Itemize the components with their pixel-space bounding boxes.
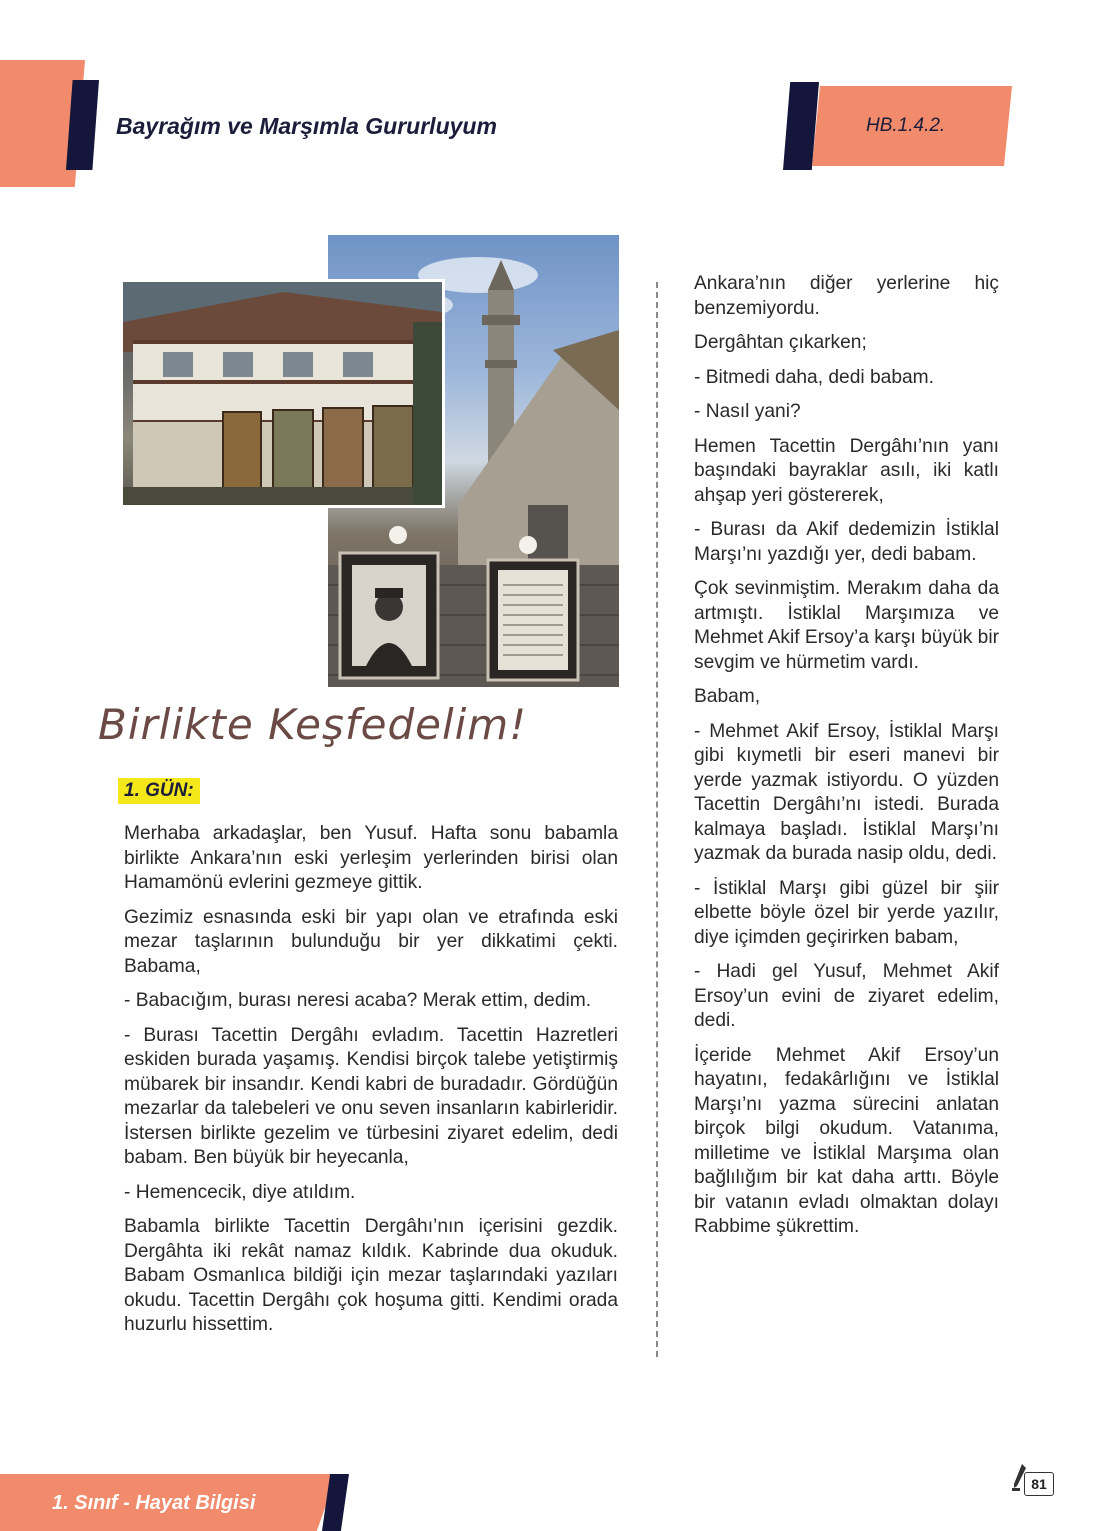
paragraph: - Hemencecik, diye atıldım.	[124, 1181, 356, 1203]
paragraph: Ankara’nın diğer yerlerine hiç benzemiyordu.	[694, 273, 999, 319]
paragraph: Gezimiz esnasında eski bir yapı olan ve etrafında eski mezar taşlarının bulunduğu bir yer dikkatimi çekti. Babama,	[124, 906, 618, 977]
paragraph: Çok sevinmiştim. Merakım daha da artmıştı. İstiklal Marşımıza ve Mehmet Akif Ersoy’a karşı büyük bir sevgim ve hürmetim vardı.	[694, 578, 999, 673]
unit-title: Bayrağım ve Marşımla Gururluyum	[116, 113, 497, 139]
paragraph: - Mehmet Akif Ersoy, İstiklal Marşı gibi kıymetli bir eseri manevi bir yerde yazmak istiyordu. O yüzden Tacettin Dergâhı’nı istedi. Burada kalmaya başladı. İstiklal Marşı’nı yazmak da burada nasip oldu, dedi.	[694, 720, 999, 864]
paragraph: Dergâhtan çıkarken;	[694, 332, 867, 353]
paragraph: - Nasıl yani?	[694, 401, 801, 422]
paragraph: - Babacığım, burası neresi acaba? Merak ettim, dedim.	[124, 990, 592, 1011]
section-title: Birlikte Keşfedelim!	[98, 700, 528, 749]
paragraph: - İstiklal Marşı gibi güzel bir şiir elbette böyle özel bir yerde yazılır, diye içimden geçirirken babam,	[694, 877, 999, 948]
day-label: 1. GÜN:	[118, 778, 200, 804]
footer-subject: 1. Sınıf - Hayat Bilgisi	[52, 1492, 256, 1514]
paragraph: Babamla birlikte Tacettin Dergâhı’nın içerisini gezdik. Dergâhta iki rekât namaz kıldık. Kabrinde dua okuduk. Babam Osmanlıca bildiği için mezar taşlarındaki yazıları okudu. Tacettin Dergâhı çok hoşuma gitti. Kendimi orada huzurlu hissettim.	[124, 1216, 618, 1335]
house-illustration	[123, 282, 442, 505]
right-text-column	[694, 272, 999, 1250]
page-number: 81	[1024, 1472, 1054, 1496]
paragraph: Hemen Tacettin Dergâhı’nın yanı başındaki bayraklar asılı, iki katlı ahşap yeri göstererek,	[694, 435, 999, 506]
curriculum-code: HB.1.4.2.	[866, 115, 946, 136]
column-divider	[656, 282, 658, 1357]
paragraph: Merhaba arkadaşlar, ben Yusuf. Hafta sonu babamla birlikte Ankara’nın eski yerleşim yerlerinden birisi olan Hamamönü evlerini gezmeye gittik.	[124, 823, 618, 893]
paragraph: - Bitmedi daha, dedi babam.	[694, 366, 934, 388]
paragraph: - Burası da Akif dedemizin İstiklal Marşı’nı yazdığı yer, dedi babam.	[694, 519, 999, 565]
photo-akif-house	[120, 279, 445, 508]
paragraph: Babam,	[694, 686, 761, 707]
paragraph: - Burası Tacettin Dergâhı evladım. Tacettin Hazretleri eskiden burada yaşamış. Kendisi birçok talebe yetiştirmiş mübarek bir insandır. Kendi kabri de buradadır. Gördüğün mezarlar da talebeleri ve onu seven insanların kabirleridir. İstersen birlikte gezelim ve türbesini ziyaret edelim, dedi babam. Ben büyük bir heyecanla,	[124, 1024, 618, 1168]
paragraph: - Hadi gel Yusuf, Mehmet Akif Ersoy’un evini de ziyaret edelim, dedi.	[694, 961, 999, 1031]
paragraph: İçeride Mehmet Akif Ersoy’un hayatını, fedakârlığını ve İstiklal Marşı’nı yazma sürecini anlatan birçok bilgi okudum. Vatanıma, milletime ve İstiklal Marşıma olan bağlılığım bir kat daha arttı. Böyle bir vatanın evladı olmaktan dolayı Rabbime şükrettim.	[694, 1044, 999, 1237]
left-text-column	[124, 822, 618, 1348]
